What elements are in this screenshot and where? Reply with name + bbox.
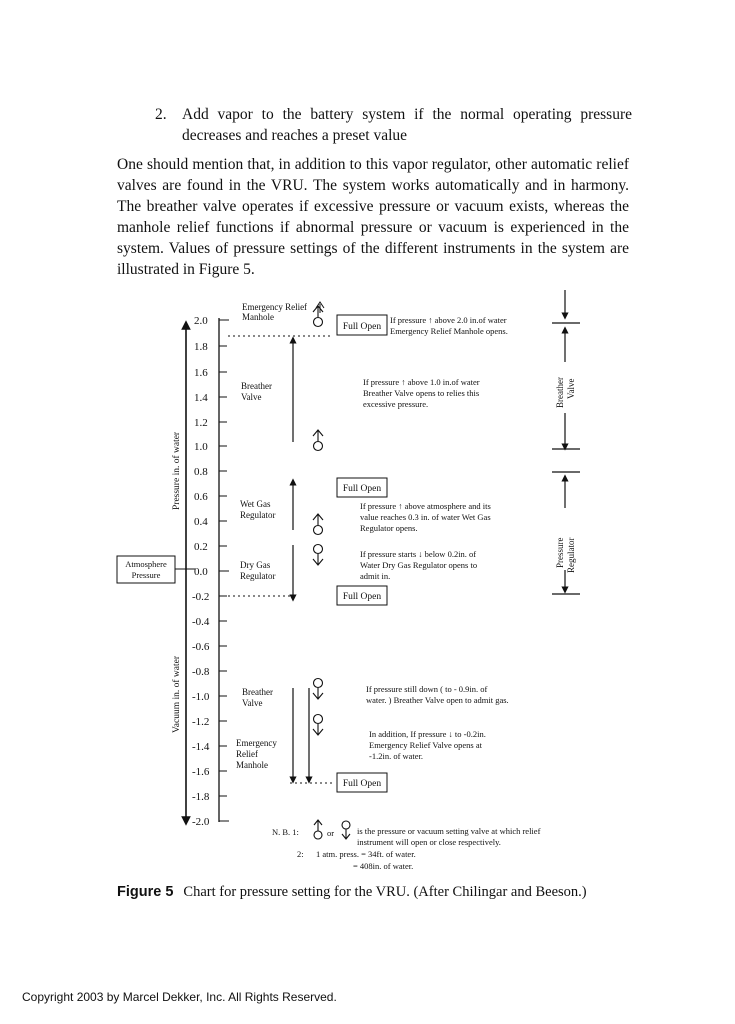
tick-label: -1.8 [192,791,210,803]
full-open-label: Full Open [342,592,382,602]
tick-label: 0.0 [194,566,208,578]
list-text: Add vapor to the battery system if the normal operating pressure decreases and reaches a preset value [182,106,632,144]
emergency-top-line1: Emergency Relief [242,302,308,312]
notes [360,315,509,761]
dry-gas-label: Dry Gas [240,560,271,570]
tick [194,417,227,429]
right-regulator-label-2: Regulator [566,537,576,573]
full-open-label: Full Open [342,322,382,332]
nb-or: or [327,828,335,838]
note-2-line2: Breather Valve opens to relies this [363,388,480,398]
note-6-line1: In addition, If pressure ↓ to -0.2in. [369,729,486,739]
emergency-top-label2: Manhole [242,312,274,322]
tick-label: 1.6 [194,367,208,379]
nb-prefix: N. B. 1: [272,827,299,837]
figure-caption [117,884,587,901]
tick-label: 0.6 [194,491,208,503]
emergency-bottom-label: Emergency [236,738,277,748]
note-2-line1: If pressure ↑ above 1.0 in.of water [363,377,480,387]
tick [192,791,227,803]
valve-down-icon [313,715,323,736]
tick [192,616,227,628]
body-paragraph: One should mention that, in addition to this vapor regulator, other automatic relief valves are found in the VRU. The system works automatically and in harmony. The breather valve operates if excessive pressure or vacuum exists, whereas the manhole relief functions if abnormal pressure or vacuum is experienced in the system. Values of pressure settings of the different instruments in the system are illustrated in Figure 5. [117,156,629,278]
tick [194,341,227,353]
tick-label: -0.6 [192,641,210,653]
note-4-line3: admit in. [360,571,391,581]
tick [194,541,227,553]
tick [194,441,227,453]
full-open-label: Full Open [342,779,382,789]
full-open-box [337,586,387,605]
dry-gas-label2: Regulator [240,571,276,581]
tick [194,315,229,327]
valve-up-icon [313,430,323,451]
tick [192,691,227,703]
nb-line1: is the pressure or vacuum setting valve at which relief [357,826,541,836]
tick [194,367,227,379]
nb-footnote [272,820,541,871]
right-breather-label-2: Valve [566,378,576,399]
wet-gas-label2: Regulator [240,510,276,520]
tick [194,566,229,578]
emergency-bottom-label3: Manhole [236,760,268,770]
right-regulator-label-1: Pressure [555,537,565,568]
breather-bottom-label2: Valve [242,698,263,708]
tick-label: -0.2 [192,591,210,603]
note-2-line3: excessive pressure. [363,399,429,409]
tick-label: 1.0 [194,441,208,453]
nb-item2: 2: [297,849,304,859]
tick-label: 0.8 [194,466,208,478]
atmosphere-label-line1: Atmosphere [125,559,167,569]
note-1-line1: If pressure ↑ above 2.0 in.of water [390,315,507,325]
tick-label: 0.2 [194,541,208,553]
right-regulator-indicator [552,472,580,594]
nb-line4: = 408in. of water. [353,861,414,871]
tick-label: -1.2 [192,716,210,728]
wet-gas-label: Wet Gas [240,499,271,509]
tick-label: 0.4 [194,516,208,528]
caption-text: Chart for pressure setting for the VRU. (After Chilingar and Beeson.) [183,884,587,900]
note-4-line1: If pressure starts ↓ below 0.2in. of [360,549,477,559]
note-3-line2: value reaches 0.3 in. of water Wet Gas [360,512,491,522]
tick [192,591,227,603]
tick [192,666,227,678]
breather-top-label2: Valve [241,392,262,402]
tick-label: -1.6 [192,766,210,778]
tick-label: 1.2 [194,417,208,429]
full-open-box [337,315,387,335]
nb-line2: instrument will open or close respectively. [357,837,501,847]
valve-up-legend-icon [314,820,322,839]
tick-label: 2.0 [194,315,208,327]
pressure-axis-label: Pressure in. of water [172,431,182,510]
tick [194,491,227,503]
note-3-line1: If pressure ↑ above atmosphere and its [360,501,491,511]
note-3-line3: Regulator opens. [360,523,418,533]
note-6-line3: -1.2in. of water. [369,751,424,761]
tick [192,641,227,653]
atmosphere-label-line2: Pressure [131,570,161,580]
tick-label: -2.0 [192,816,210,828]
figure-label: Figure 5 [117,884,174,900]
note-5-line2: water. ) Breather Valve open to admit gas. [366,695,509,705]
tick-label: -1.4 [192,741,210,753]
tick-label: -0.4 [192,616,210,628]
valve-up-icon [313,514,323,535]
valve-down-icon [313,545,323,566]
note-5-line1: If pressure still down ( to - 0.9in. of [366,684,488,694]
breather-top-label: Breather [241,381,272,391]
component-labels [236,302,307,770]
emergency-top-label [242,302,307,312]
tick-label: 1.8 [194,341,208,353]
list-number: 2. [155,106,167,123]
copyright-notice: Copyright 2003 by Marcel Dekker, Inc. All Rights Reserved. [22,990,337,1004]
note-6-line2: Emergency Relief Valve opens at [369,740,482,750]
note-1-line2: Emergency Relief Manhole opens. [390,326,508,336]
full-open-box [337,773,387,792]
tick [194,466,227,478]
full-open-label: Full Open [342,484,382,494]
valve-up-icon [313,306,323,327]
tick-group [192,315,229,828]
tick [192,816,229,828]
nb-line3: 1 atm. press. = 34ft. of water. [316,849,416,859]
tick [194,516,227,528]
tick-label: 1.4 [194,392,208,404]
right-breather-label-1: Breather [555,377,565,408]
tick [194,392,227,404]
vacuum-axis-label: Vacuum in. of water [172,655,182,733]
right-breather-indicator [552,290,580,449]
tick [192,741,227,753]
tick [192,766,227,778]
valve-down-legend-icon [342,821,350,839]
valve-down-icon [313,679,323,700]
note-4-line2: Water Dry Gas Regulator opens to [360,560,478,570]
emergency-bottom-label2: Relief [236,749,258,759]
breather-bottom-label: Breather [242,687,273,697]
tick-label: -0.8 [192,666,210,678]
full-open-box [337,478,387,497]
tick-label: -1.0 [192,691,210,703]
tick [192,716,227,728]
